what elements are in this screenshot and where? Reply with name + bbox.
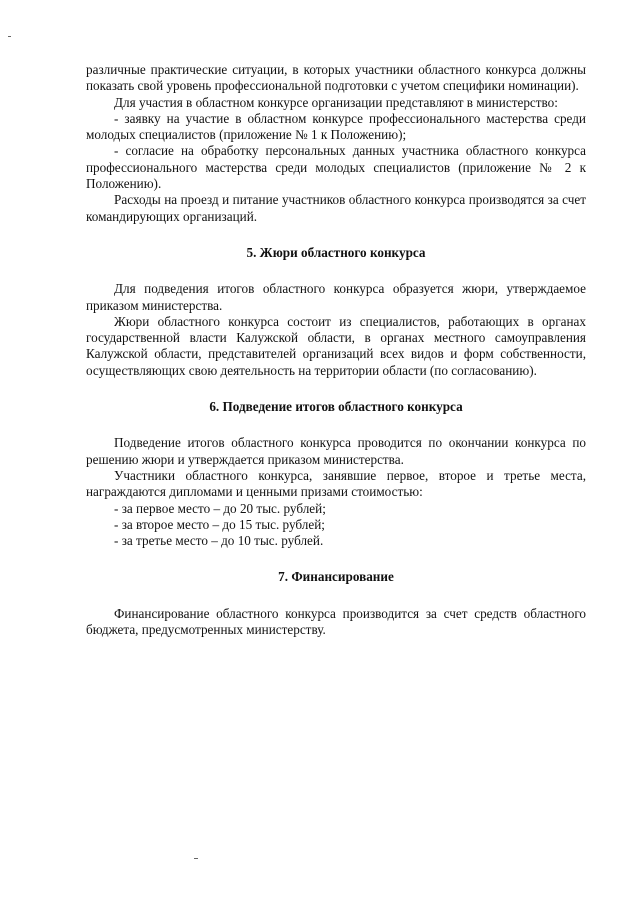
paragraph: Жюри областного конкурса состоит из специалистов, работающих в органах государственной власти Калужской области, в органах местного самоуправления Калужской области, представителей организаций всех видов и форм собственности, осуществляющих свою деятельность на территории области (по согласованию). xyxy=(86,313,586,378)
list-item: - согласие на обработку персональных данных участника областного конкурса профессионального мастерства среди молодых специалистов (приложение № 2 к Положению). xyxy=(86,143,586,192)
section-heading: 6. Подведение итогов областного конкурса xyxy=(209,399,463,415)
list-item: - за третье место – до 10 тыс. рублей. xyxy=(114,533,324,549)
scan-speck xyxy=(194,858,198,859)
paragraph: Финансирование областного конкурса производится за счет средств областного бюджета, предусмотренных министерству. xyxy=(86,605,586,638)
paragraph: Для участия в областном конкурсе организации представляют в министерство: xyxy=(114,94,558,110)
scan-speck xyxy=(8,36,11,37)
paragraph: Подведение итогов областного конкурса проводится по окончании конкурса по решению жюри и утверждается приказом министерства. xyxy=(86,435,586,467)
paragraph: Участники областного конкурса, занявшие первое, второе и третье места, награждаются дипломами и ценными призами стоимостью: xyxy=(86,467,586,500)
paragraph: различные практические ситуации, в которых участники областного конкурса должны показать свой уровень профессиональной подготовки с учетом специфики номинации). xyxy=(86,62,586,94)
document-page xyxy=(86,62,586,638)
list-item: - за второе место – до 15 тыс. рублей; xyxy=(114,516,325,532)
section-heading: 7. Финансирование xyxy=(278,569,394,585)
section-heading: 5. Жюри областного конкурса xyxy=(246,244,426,260)
paragraph: Расходы на проезд и питание участников областного конкурса производятся за счет командирующих организаций. xyxy=(86,192,586,224)
list-item: - за первое место – до 20 тыс. рублей; xyxy=(114,500,326,516)
list-item: - заявку на участие в областном конкурсе профессионального мастерства среди молодых специалистов (приложение № 1 к Положению); xyxy=(86,110,586,143)
paragraph: Для подведения итогов областного конкурса образуется жюри, утверждаемое приказом министерства. xyxy=(86,281,586,313)
